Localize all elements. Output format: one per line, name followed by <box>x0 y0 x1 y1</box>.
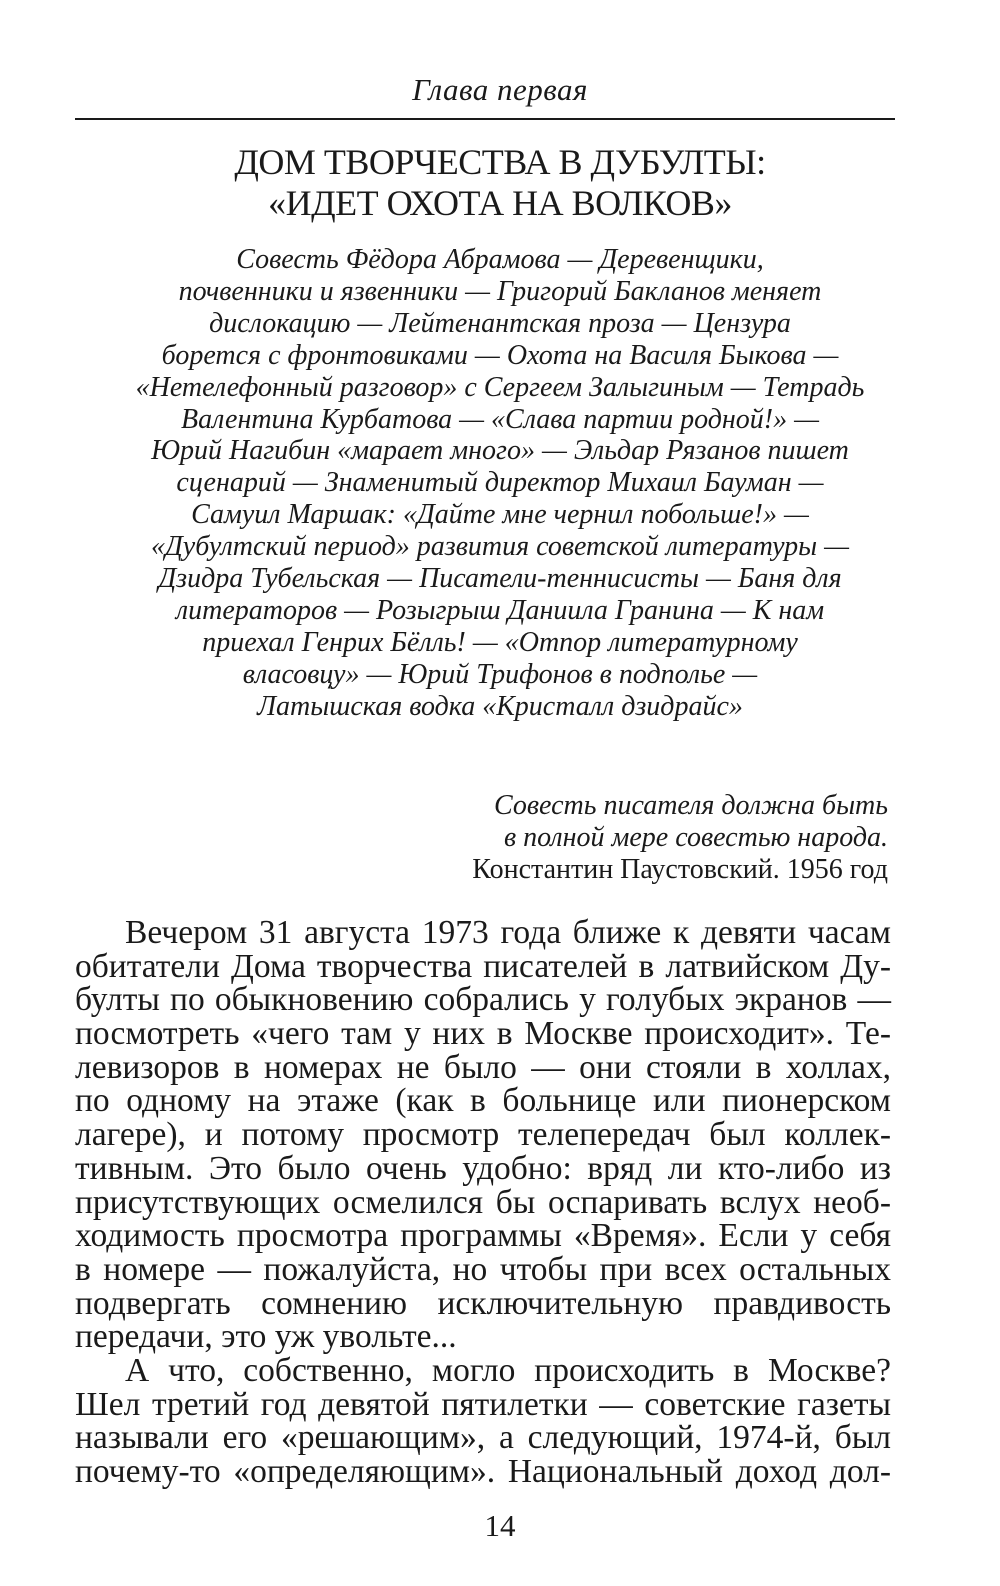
synopsis-line: Совесть Фёдора Абрамова — Деревенщики, <box>236 244 764 275</box>
synopsis-line: почвенники и язвенники — Григорий Бакланов меняет <box>178 275 822 307</box>
body-line: Вечером 31 августа 1973 года ближе к девяти часам <box>125 914 891 951</box>
body-line: посмотреть «чего там у них в Москве происходит». Те- <box>75 1015 891 1053</box>
header-rule <box>75 118 895 120</box>
body-line: называли его «решающим», а следующий, 1974-й, был <box>75 1419 891 1457</box>
body-line: присутствующих осмелился бы оспаривать вслух необ- <box>75 1183 891 1221</box>
synopsis-line: дислокацию — Лейтенантская проза — Цензура <box>209 307 791 339</box>
body-line: тивным. Это было очень удобно: вряд ли кто-либо из <box>75 1149 891 1187</box>
synopsis-line: Юрий Нагибин «марает много» — Эльдар Рязанов пишет <box>151 435 849 467</box>
synopsis-line: Самуил Маршак: «Дайте мне чернил побольше!» — <box>191 499 809 531</box>
body-line: в номере — пожалуйста, но чтобы при всех остальных <box>75 1250 891 1288</box>
epigraph-attribution: Константин Паустовский. 1956 год <box>472 854 888 885</box>
epigraph-line: Совесть писателя должна быть <box>494 790 888 821</box>
synopsis-line: борется с фронтовиками — Охота на Василя Быкова — <box>161 339 839 371</box>
synopsis-line: Валентина Курбатова — «Слава партии родной!» — <box>181 403 819 435</box>
synopsis-line: приехал Генрих Бёлль! — «Отпор литературному <box>202 626 798 658</box>
synopsis-line: Дзидра Тубельская — Писатели-теннисисты — Баня для <box>158 563 842 595</box>
body-line: ходимость просмотра программы «Время». Если у себя <box>75 1217 891 1255</box>
body-line: по одному на этаже (как в больнице или пионерском <box>75 1082 891 1120</box>
synopsis-line: литераторов — Розыгрыш Даниила Гранина — К нам <box>175 594 825 626</box>
body-line: левизоров в номерах не было — они стояли в холлах, <box>75 1048 891 1086</box>
chapter-title <box>0 142 1000 224</box>
chapter-synopsis <box>60 244 940 723</box>
body-line: лагере), и потому просмотр телепередач был коллек- <box>75 1116 891 1154</box>
synopsis-line: сценарий — Знаменитый директор Михаил Бауман — <box>176 467 824 499</box>
chapter-title-line: «ИДЕТ ОХОТА НА ВОЛКОВ» <box>268 183 732 223</box>
body-line: передачи, это уж увольте... <box>75 1318 457 1356</box>
epigraph-line: в полной мере совестью народа. <box>503 822 888 853</box>
synopsis-line: власовцу» — Юрий Трифонов в подполье — <box>242 658 758 690</box>
page-number: 14 <box>484 1508 516 1543</box>
body-line: подвергать сомнению исключительную правдивость <box>75 1284 891 1322</box>
body-line: обитатели Дома творчества писателей в латвийском Ду- <box>75 947 891 985</box>
body-line: А что, собственно, могло происходить в Москве? <box>125 1351 891 1389</box>
synopsis-line: «Нетелефонный разговор» с Сергеем Залыгиным — Тетрадь <box>135 371 865 403</box>
chapter-title-line: ДОМ ТВОРЧЕСТВА В ДУБУЛТЫ: <box>234 142 766 182</box>
synopsis-line: «Дубултский период» развития советской литературы — <box>150 531 850 563</box>
synopsis-line: Латышская водка «Кристалл дзидрайс» <box>257 690 743 722</box>
body-line: булты по обыкновению собрались у голубых экранов — <box>75 981 891 1019</box>
running-head: Глава первая <box>412 72 588 107</box>
epigraph <box>472 790 888 886</box>
body-line: почему-то «определяющим». Национальный доход дол- <box>75 1453 891 1490</box>
body-line: Шел третий год девятой пятилетки — советские газеты <box>75 1385 891 1423</box>
body-text <box>75 916 891 1489</box>
